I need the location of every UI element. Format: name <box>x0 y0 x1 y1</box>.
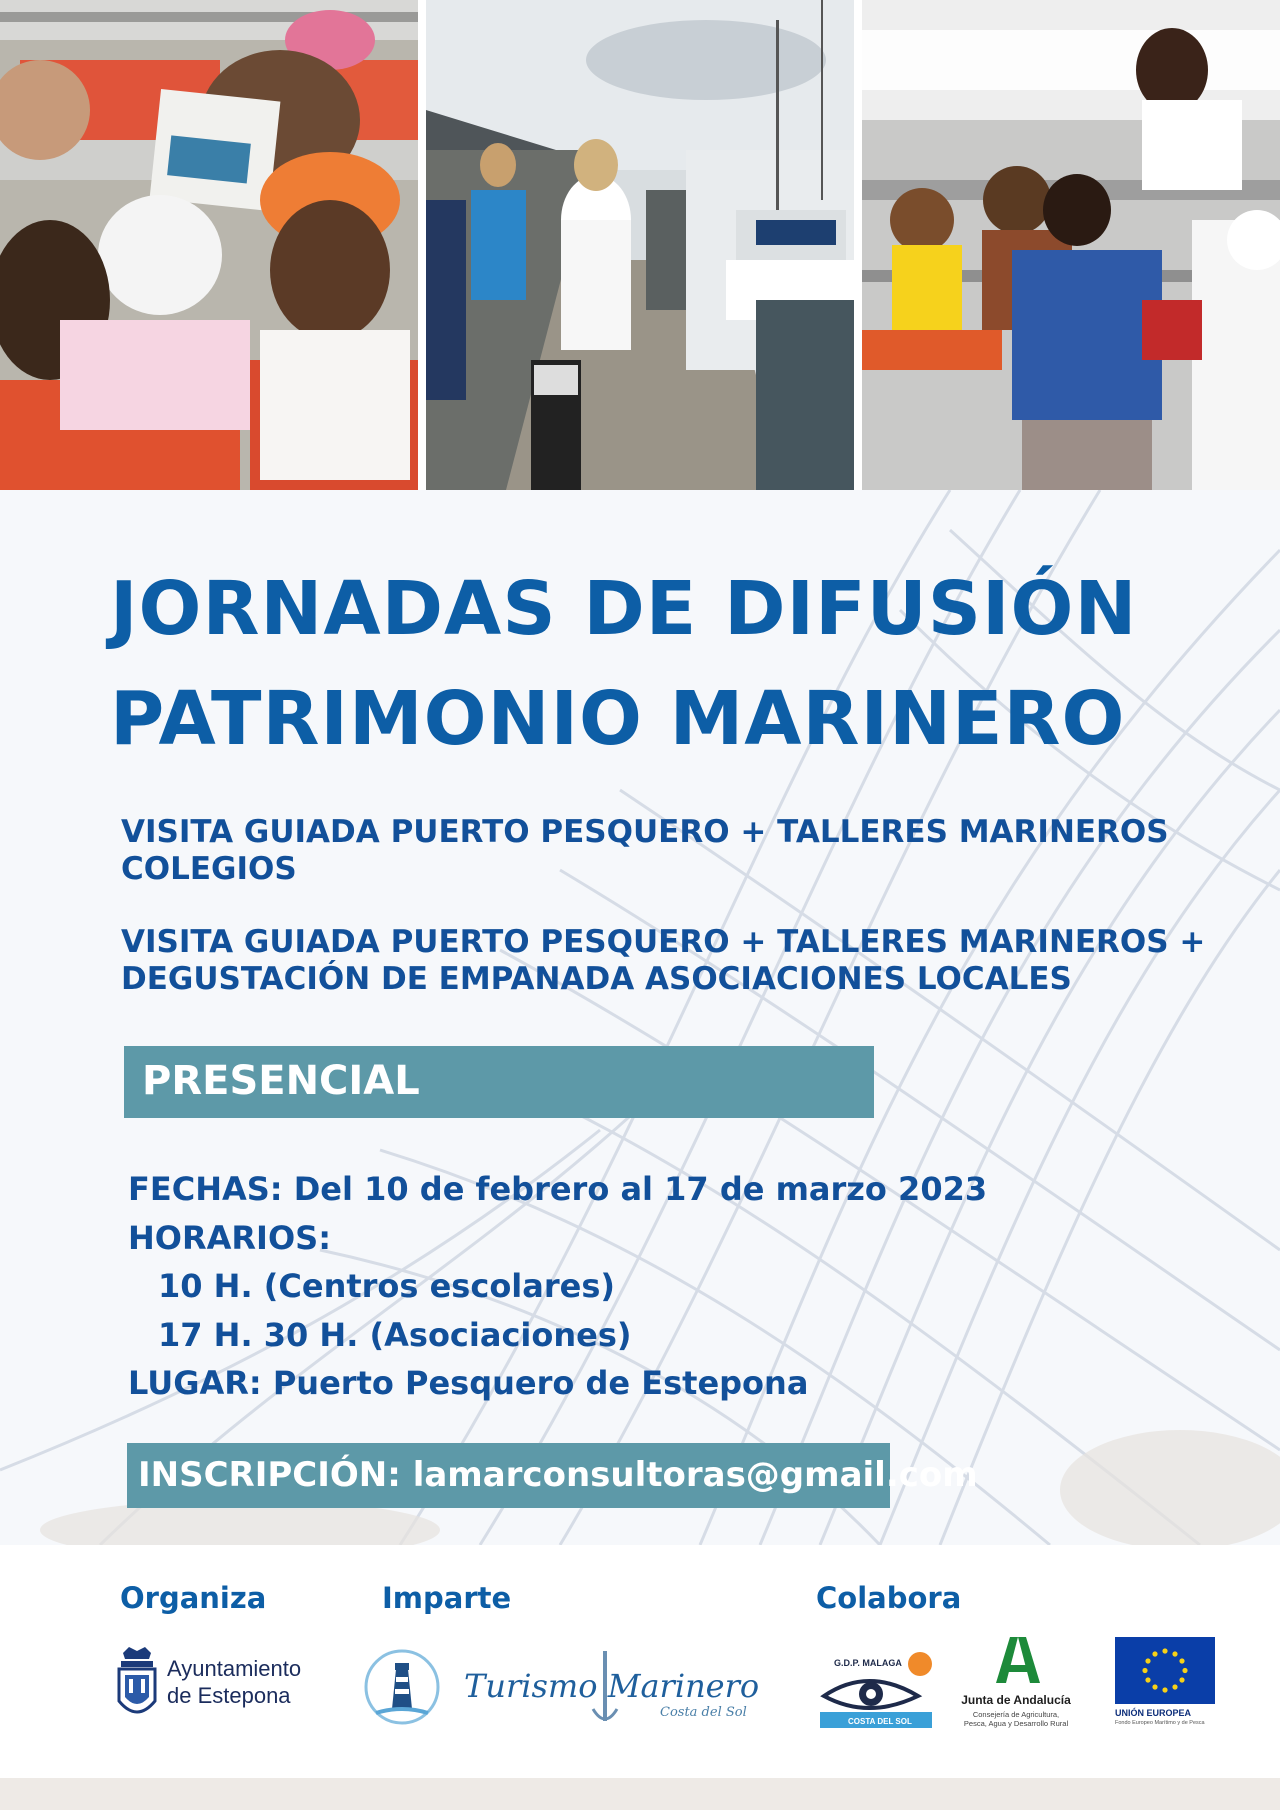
imparte-heading: Imparte <box>382 1581 512 1615</box>
organiza-heading: Organiza <box>120 1581 267 1615</box>
presencial-label: PRESENCIAL <box>142 1058 420 1104</box>
ayuntamiento-text: Ayuntamiento <box>167 1656 302 1681</box>
title-line-2: PATRIMONIO MARINERO <box>110 676 1126 762</box>
union-europea-logo <box>1115 1637 1215 1733</box>
bottom-strip <box>0 1778 1280 1810</box>
sponsors-footer <box>0 1545 1280 1810</box>
junta-subtitle-line-2: Pesca, Agua y Desarrollo Rural <box>963 1719 1069 1728</box>
union-europea-text: UNIÓN EUROPEA <box>1115 1708 1192 1718</box>
junta-subtitle-line-1: Consejería de Agricultura, <box>972 1710 1060 1719</box>
horario-associations: 17 H. 30 H. (Asociaciones) <box>158 1315 632 1354</box>
visit-associations-description <box>121 924 1205 998</box>
ayuntamiento-estepona-logo <box>115 1645 315 1725</box>
estepona-crest-icon <box>115 1645 159 1725</box>
costa-del-sol-text: Costa del Sol <box>660 1705 747 1720</box>
inscripcion-band <box>127 1443 978 1508</box>
feamp-text: Fondo Europeo Marítimo y de Pesca <box>1115 1720 1205 1726</box>
horarios-label: HORARIOS: <box>128 1218 331 1257</box>
eu-flag-icon <box>1115 1637 1215 1704</box>
visit-associations-line-1: VISITA GUIADA PUERTO PESQUERO + TALLERES MARINEROS + <box>121 924 1206 960</box>
gdp-top-text: G.D.P. MALAGA <box>834 1658 902 1668</box>
lugar-text: LUGAR: Puerto Pesquero de Estepona <box>128 1364 809 1402</box>
junta-andalucia-logo <box>958 1635 1074 1735</box>
photo-children-on-boat <box>0 0 418 490</box>
visit-schools-line-2: COLEGIOS <box>121 851 297 887</box>
de-estepona-text: de Estepona <box>167 1683 291 1708</box>
junta-emblem-icon <box>996 1635 1040 1685</box>
gdp-malaga-logo <box>818 1650 936 1730</box>
junta-text: Junta de Andalucía <box>961 1693 1071 1707</box>
photo-strip <box>0 0 1280 490</box>
photo-port-walk <box>426 0 854 490</box>
colabora-heading: Colabora <box>816 1581 962 1615</box>
visit-schools-line-1: VISITA GUIADA PUERTO PESQUERO + TALLERES MARINEROS <box>121 814 1169 850</box>
turismo-marinero-text: Turismo Marinero <box>464 1667 760 1705</box>
junta-subtitle <box>958 1710 1074 1728</box>
presencial-band <box>124 1046 874 1118</box>
horario-schools: 10 H. (Centros escolares) <box>158 1267 616 1305</box>
turismo-marinero-logo <box>460 1645 760 1735</box>
visit-associations-line-2: DEGUSTACIÓN DE EMPANADA ASOCIACIONES LOCALES <box>121 961 1072 997</box>
gdp-bottom-text: COSTA DEL SOL <box>848 1717 912 1726</box>
inscripcion-email[interactable]: INSCRIPCIÓN: lamarconsultoras@gmail.com <box>138 1455 978 1495</box>
lighthouse-icon <box>362 1647 442 1727</box>
photo-children-boarding <box>862 0 1280 490</box>
title-line-1: JORNADAS DE DIFUSIÓN <box>110 566 1138 652</box>
event-details <box>128 1165 987 1408</box>
fechas-text: FECHAS: Del 10 de febrero al 17 de marzo 2023 <box>128 1170 988 1208</box>
visit-schools-description <box>121 814 1169 888</box>
